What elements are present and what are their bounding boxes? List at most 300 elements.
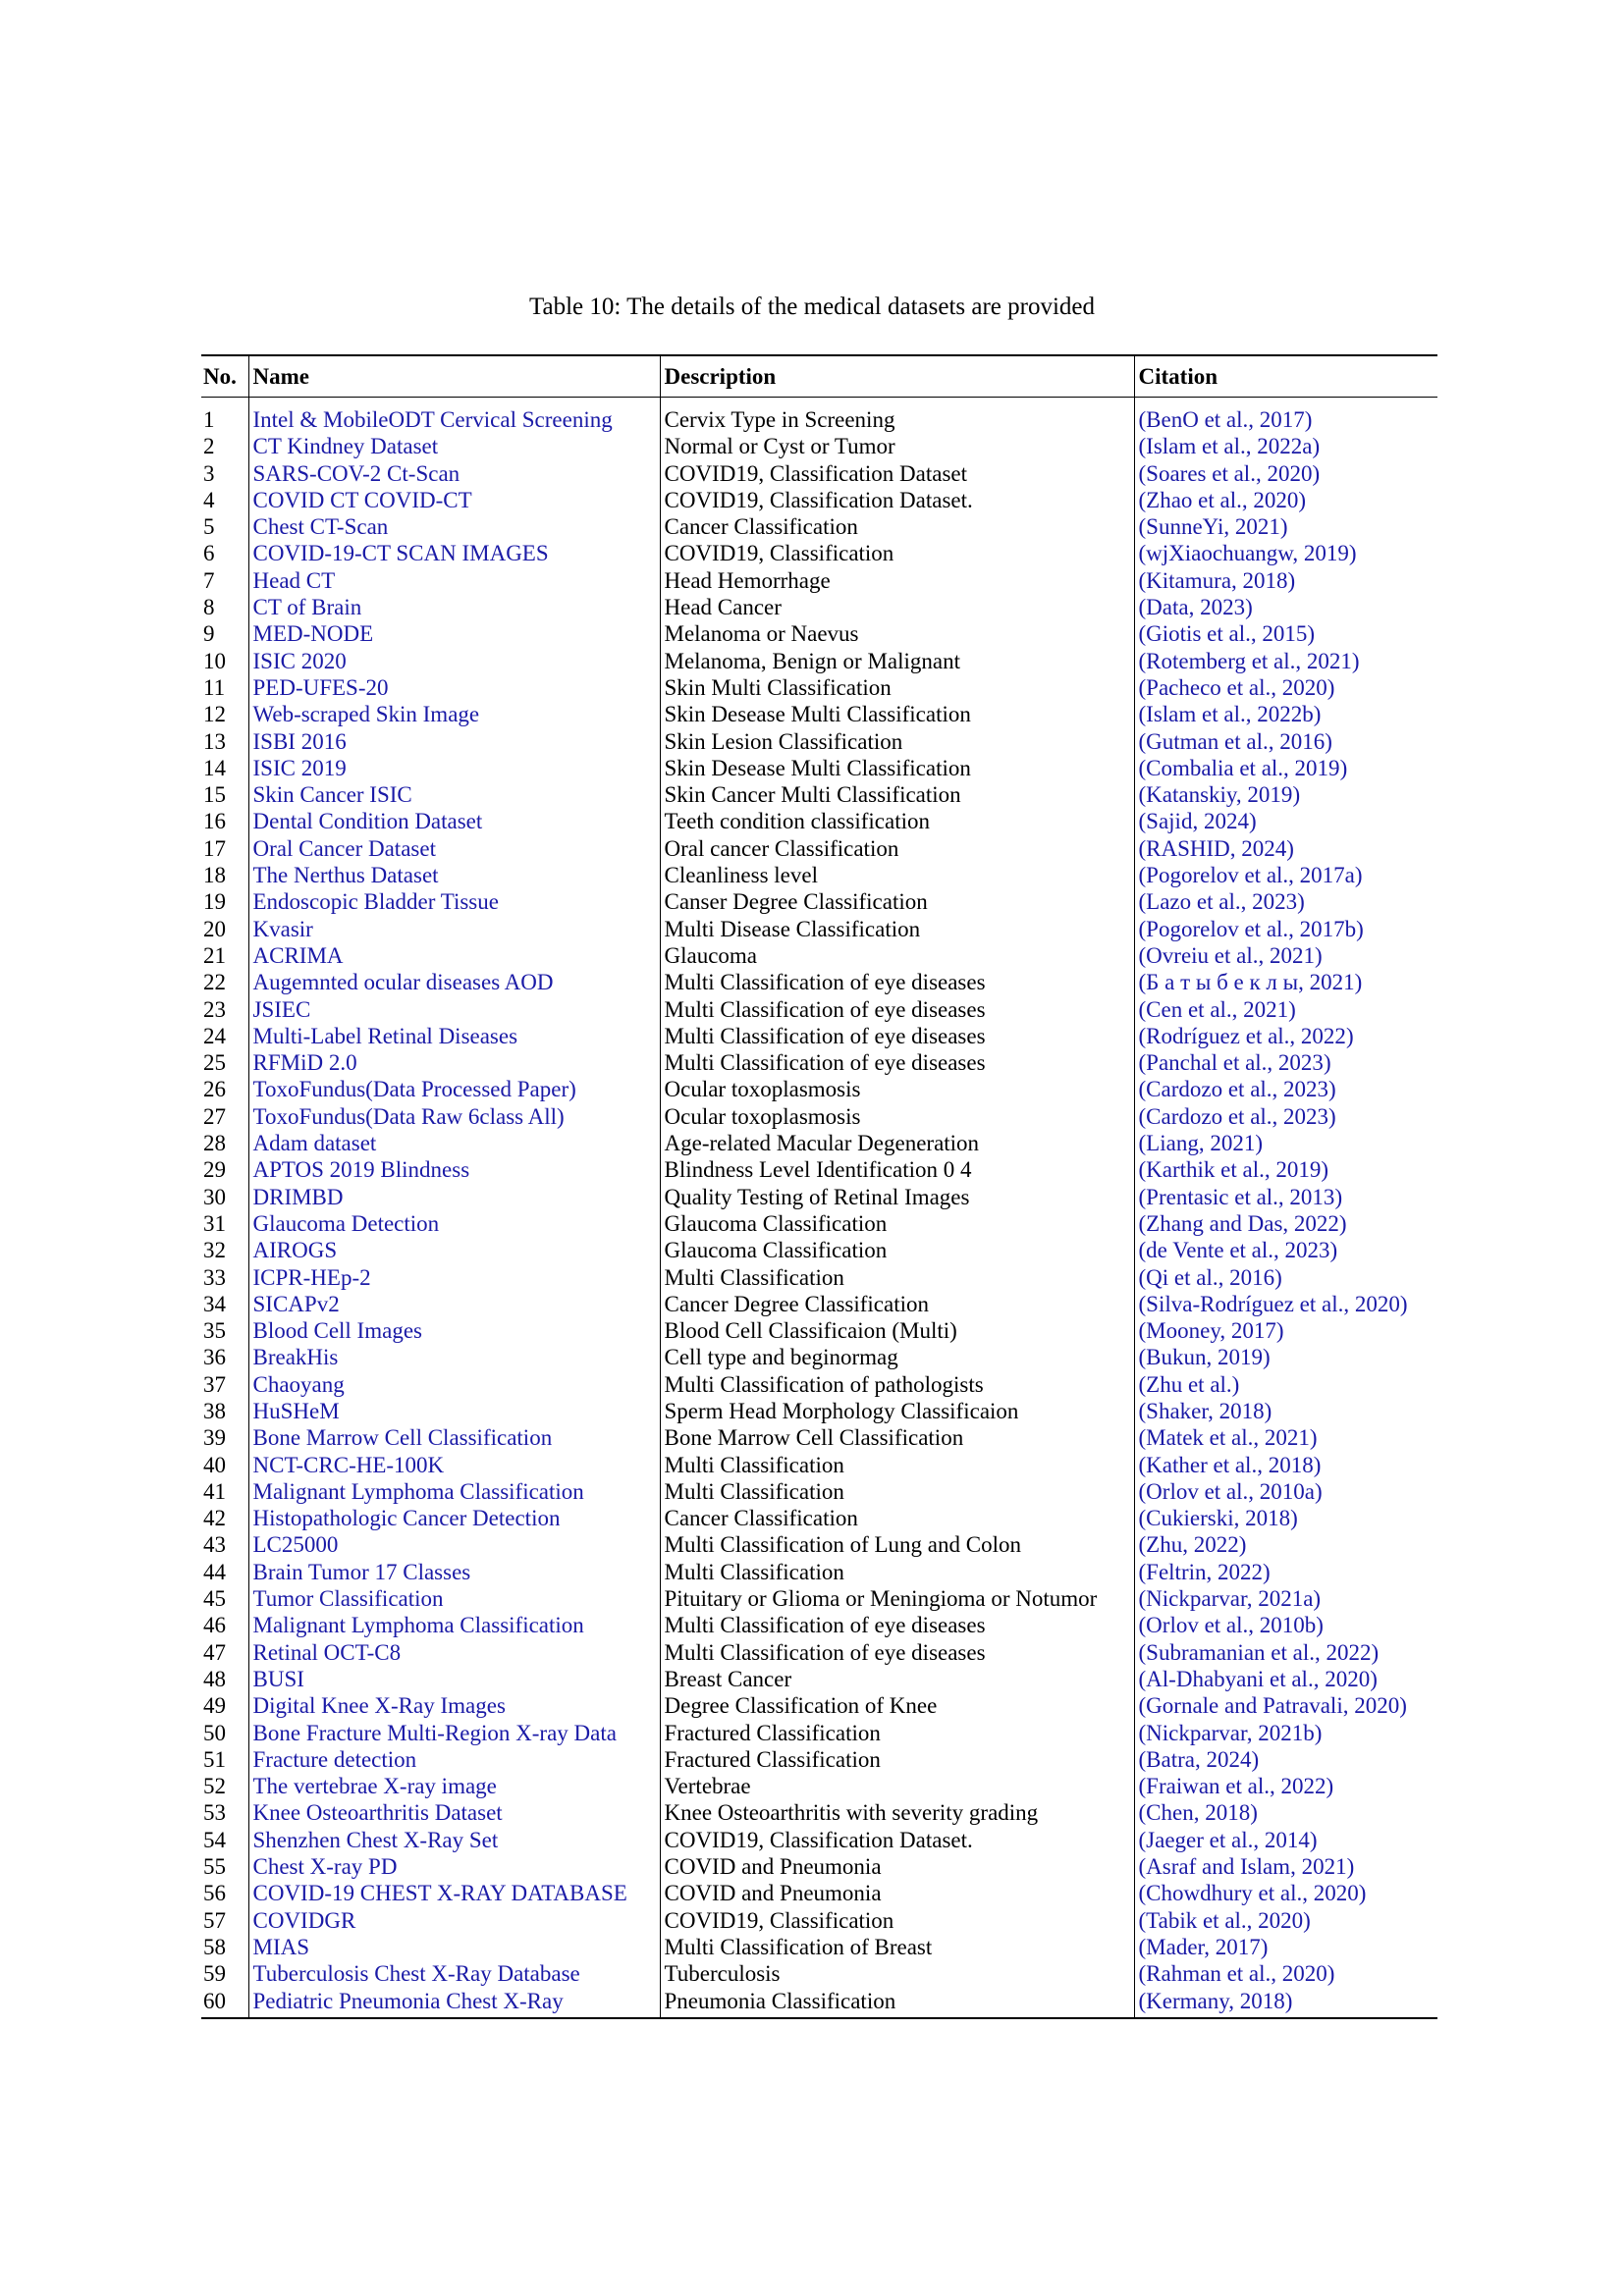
dataset-citation-cell: (Chowdhury et al., 2020): [1134, 1880, 1437, 1906]
citation-link[interactable]: Cen et al., 2021: [1146, 996, 1289, 1022]
citation-link[interactable]: Zhu, 2022: [1146, 1532, 1239, 1558]
dataset-name-link[interactable]: SICAPv2: [252, 1291, 340, 1316]
dataset-name-cell: [248, 1853, 660, 1880]
dataset-description: Cleanliness level: [660, 862, 1134, 888]
row-number: 34: [203, 1291, 226, 1316]
table-row: [201, 1156, 1437, 1183]
row-number: 44: [203, 1559, 226, 1584]
dataset-citation-cell: (Islam et al., 2022b): [1134, 701, 1437, 727]
dataset-citation-cell: (Ovreiu et al., 2021): [1134, 942, 1437, 969]
citation-link[interactable]: Chen, 2018: [1146, 1800, 1251, 1826]
table-row: [201, 1130, 1437, 1156]
table-row: [201, 862, 1437, 888]
dataset-name-link[interactable]: Intel & MobileODT Cervical Screening: [252, 407, 613, 432]
dataset-name-cell: [248, 969, 660, 995]
dataset-name-cell: [248, 835, 660, 862]
citation-link[interactable]: Ovreiu et al., 2021: [1146, 942, 1315, 968]
dataset-name-cell: [248, 567, 660, 594]
dataset-description: Melanoma, Benign or Malignant: [660, 648, 1134, 674]
row-number: 12: [203, 702, 226, 727]
dataset-name-link[interactable]: The vertebrae X-ray image: [252, 1774, 497, 1799]
citation-link[interactable]: Bukun, 2019: [1146, 1345, 1264, 1370]
citation-link[interactable]: de Vente et al., 2023: [1146, 1238, 1330, 1263]
dataset-description: COVID19, Classification Dataset: [660, 460, 1134, 487]
dataset-description: Cervix Type in Screening: [660, 398, 1134, 434]
dataset-name-link[interactable]: LC25000: [252, 1532, 339, 1558]
row-number: 19: [203, 889, 226, 915]
table-row: [201, 1988, 1437, 2018]
dataset-description: Multi Classification: [660, 1478, 1134, 1505]
table-row: [201, 1720, 1437, 1746]
dataset-citation-cell: (Gutman et al., 2016): [1134, 728, 1437, 755]
table-row: [201, 701, 1437, 727]
table-row: [201, 888, 1437, 915]
dataset-name-link[interactable]: Chest CT-Scan: [252, 514, 389, 540]
table-row: [201, 1880, 1437, 1906]
dataset-name-link[interactable]: ISIC 2020: [252, 648, 347, 673]
dataset-citation-cell: (Mader, 2017): [1134, 1934, 1437, 1960]
dataset-name-cell: [248, 862, 660, 888]
dataset-name-cell: [248, 1720, 660, 1746]
dataset-citation-cell: (Rahman et al., 2020): [1134, 1960, 1437, 1987]
dataset-name-link[interactable]: COVID-19-CT SCAN IMAGES: [252, 541, 549, 566]
dataset-name-cell: [248, 1452, 660, 1478]
dataset-description: Degree Classification of Knee: [660, 1692, 1134, 1719]
citation-link[interactable]: Zhao et al., 2020: [1146, 487, 1299, 512]
row-number: 25: [203, 1050, 226, 1076]
table-row: [201, 648, 1437, 674]
dataset-name-link[interactable]: Tumor Classification: [252, 1586, 444, 1612]
dataset-description: Multi Classification of Lung and Colon: [660, 1531, 1134, 1558]
dataset-name-link[interactable]: Brain Tumor 17 Classes: [252, 1559, 471, 1584]
dataset-name-cell: [248, 1639, 660, 1666]
dataset-name-cell: [248, 1210, 660, 1237]
row-number: 15: [203, 782, 226, 808]
citation-link[interactable]: BenO et al., 2017: [1146, 407, 1305, 432]
dataset-description: Skin Desease Multi Classification: [660, 701, 1134, 727]
citation-link[interactable]: Islam et al., 2022b: [1146, 702, 1314, 727]
dataset-citation-cell: (Liang, 2021): [1134, 1130, 1437, 1156]
table-row: [201, 1264, 1437, 1291]
citation-link[interactable]: Lazo et al., 2023: [1146, 889, 1298, 915]
dataset-name-link[interactable]: Head CT: [252, 567, 336, 593]
row-number: 17: [203, 835, 226, 861]
dataset-name-link[interactable]: Fracture detection: [252, 1746, 417, 1772]
citation-link[interactable]: Jaeger et al., 2014: [1146, 1827, 1310, 1852]
dataset-name-link[interactable]: Shenzhen Chest X-Ray Set: [252, 1827, 499, 1852]
table-row: [201, 728, 1437, 755]
citation-link[interactable]: Rahman et al., 2020: [1146, 1961, 1327, 1987]
row-number: 33: [203, 1264, 226, 1290]
dataset-name-cell: [248, 1692, 660, 1719]
table-row: [201, 942, 1437, 969]
citation-link[interactable]: Batra, 2024: [1146, 1746, 1252, 1772]
dataset-citation-cell: (Chen, 2018): [1134, 1799, 1437, 1826]
dataset-description: Multi Classification of pathologists: [660, 1371, 1134, 1398]
citation-link[interactable]: Matek et al., 2021: [1146, 1425, 1310, 1451]
row-number: 50: [203, 1720, 226, 1745]
citation-link[interactable]: SunneYi, 2021: [1146, 514, 1280, 540]
table-row: [201, 1666, 1437, 1692]
dataset-citation-cell: (wjXiaochuangw, 2019): [1134, 540, 1437, 566]
citation-link[interactable]: Cardozo et al., 2023: [1146, 1077, 1329, 1102]
row-number: 27: [203, 1103, 226, 1129]
dataset-name-link[interactable]: Histopathologic Cancer Detection: [252, 1506, 561, 1531]
dataset-name-link[interactable]: Adam dataset: [252, 1131, 377, 1156]
dataset-name-link[interactable]: COVIDGR: [252, 1907, 356, 1933]
dataset-name-link[interactable]: CT of Brain: [252, 595, 362, 620]
row-number: 29: [203, 1157, 226, 1183]
dataset-citation-cell: (RASHID, 2024): [1134, 835, 1437, 862]
dataset-name-link[interactable]: Digital Knee X-Ray Images: [252, 1693, 506, 1719]
dataset-name-link[interactable]: SARS-COV-2 Ct-Scan: [252, 460, 460, 486]
row-number: 3: [203, 460, 215, 486]
table-row: [201, 1076, 1437, 1102]
row-number: 54: [203, 1827, 226, 1852]
dataset-name-link[interactable]: Chaoyang: [252, 1371, 345, 1397]
row-number: 59: [203, 1961, 226, 1987]
dataset-name-link[interactable]: RFMiD 2.0: [252, 1050, 357, 1076]
dataset-name-link[interactable]: ToxoFundus(Data Processed Paper): [252, 1077, 576, 1102]
dataset-description: Multi Classification of eye diseases: [660, 1639, 1134, 1666]
dataset-name-link[interactable]: ISIC 2019: [252, 755, 347, 780]
citation-link[interactable]: wjXiaochuangw, 2019: [1146, 541, 1349, 566]
dataset-name-link[interactable]: ToxoFundus(Data Raw 6class All): [252, 1103, 565, 1129]
row-number: 2: [203, 434, 215, 459]
dataset-name-cell: [248, 1799, 660, 1826]
dataset-name-link[interactable]: HuSHeM: [252, 1398, 340, 1423]
citation-link[interactable]: Zhang and Das, 2022: [1146, 1210, 1339, 1236]
citation-link[interactable]: Nickparvar, 2021b: [1146, 1720, 1315, 1745]
dataset-description: Ocular toxoplasmosis: [660, 1076, 1134, 1102]
citation-link[interactable]: Orlov et al., 2010a: [1146, 1478, 1315, 1504]
citation-link[interactable]: Prentasic et al., 2013: [1146, 1184, 1335, 1209]
citation-link[interactable]: Karthik et al., 2019: [1146, 1157, 1322, 1183]
dataset-citation-cell: (Orlov et al., 2010b): [1134, 1612, 1437, 1638]
dataset-name-link[interactable]: ICPR-HEp-2: [252, 1264, 371, 1290]
citation-link[interactable]: Gornale and Patravali, 2020: [1146, 1693, 1400, 1719]
citation-link[interactable]: Gutman et al., 2016: [1146, 728, 1326, 754]
dataset-citation-cell: (Batra, 2024): [1134, 1746, 1437, 1773]
dataset-name-link[interactable]: COVID-19 CHEST X-RAY DATABASE: [252, 1881, 627, 1906]
table-row: [201, 1344, 1437, 1370]
citation-link[interactable]: RASHID, 2024: [1146, 835, 1287, 861]
dataset-name-link[interactable]: MED-NODE: [252, 621, 374, 647]
row-number: 6: [203, 541, 215, 566]
dataset-citation-cell: (Cen et al., 2021): [1134, 996, 1437, 1023]
citation-link[interactable]: Zhu et al.: [1146, 1371, 1232, 1397]
dataset-citation-cell: (Karthik et al., 2019): [1134, 1156, 1437, 1183]
dataset-citation-cell: (de Vente et al., 2023): [1134, 1237, 1437, 1263]
citation-link[interactable]: Data, 2023: [1146, 595, 1246, 620]
citation-link[interactable]: Orlov et al., 2010b: [1146, 1613, 1317, 1638]
citation-link[interactable]: Asraf and Islam, 2021: [1146, 1854, 1347, 1880]
table-row: [201, 433, 1437, 459]
citation-link[interactable]: Silva-Rodríguez et al., 2020: [1146, 1291, 1400, 1316]
citation-link[interactable]: Mader, 2017: [1146, 1934, 1261, 1959]
dataset-description: COVID19, Classification: [660, 540, 1134, 566]
dataset-citation-cell: (Jaeger et al., 2014): [1134, 1827, 1437, 1853]
citation-link[interactable]: Nickparvar, 2021a: [1146, 1586, 1314, 1612]
table-row: [201, 1317, 1437, 1344]
citation-link[interactable]: Sajid, 2024: [1146, 809, 1249, 834]
dataset-description: Cell type and beginormag: [660, 1344, 1134, 1370]
dataset-name-cell: [248, 648, 660, 674]
citation-link[interactable]: Giotis et al., 2015: [1146, 621, 1308, 647]
dataset-citation-cell: (Cardozo et al., 2023): [1134, 1103, 1437, 1130]
dataset-name-cell: [248, 1264, 660, 1291]
dataset-name-cell: [248, 1559, 660, 1585]
dataset-description: Breast Cancer: [660, 1666, 1134, 1692]
dataset-name-cell: [248, 1773, 660, 1799]
dataset-citation-cell: (Data, 2023): [1134, 594, 1437, 620]
dataset-description: Vertebrae: [660, 1773, 1134, 1799]
row-number: 28: [203, 1131, 226, 1156]
dataset-name-link[interactable]: Retinal OCT-C8: [252, 1639, 402, 1665]
citation-link[interactable]: Liang, 2021: [1146, 1131, 1256, 1156]
citation-link[interactable]: Soares et al., 2020: [1146, 460, 1313, 486]
table-row: [201, 808, 1437, 834]
dataset-name-link[interactable]: Bone Marrow Cell Classification: [252, 1425, 553, 1451]
dataset-name-cell: [248, 1505, 660, 1531]
citation-link[interactable]: Pogorelov et al., 2017b: [1146, 916, 1357, 941]
citation-link[interactable]: Cardozo et al., 2023: [1146, 1103, 1329, 1129]
dataset-citation-cell: (Pacheco et al., 2020): [1134, 674, 1437, 701]
row-number: 23: [203, 996, 226, 1022]
dataset-name-cell: [248, 1907, 660, 1934]
row-number: 30: [203, 1184, 226, 1209]
citation-link[interactable]: Kitamura, 2018: [1146, 567, 1288, 593]
dataset-description: Head Hemorrhage: [660, 567, 1134, 594]
table-row: [201, 1934, 1437, 1960]
dataset-name-link[interactable]: The Nerthus Dataset: [252, 863, 439, 888]
dataset-citation-cell: (Mooney, 2017): [1134, 1317, 1437, 1344]
dataset-description: Skin Multi Classification: [660, 674, 1134, 701]
citation-link[interactable]: Fraiwan et al., 2022: [1146, 1774, 1326, 1799]
dataset-name-link[interactable]: Oral Cancer Dataset: [252, 835, 436, 861]
table-header-row: [201, 355, 1437, 398]
dataset-name-link[interactable]: Bone Fracture Multi-Region X-ray Data: [252, 1720, 617, 1745]
dataset-description: Multi Classification of eye diseases: [660, 969, 1134, 995]
dataset-name-link[interactable]: Knee Osteoarthritis Dataset: [252, 1800, 503, 1826]
row-number: 21: [203, 942, 226, 968]
citation-link[interactable]: Mooney, 2017: [1146, 1318, 1276, 1344]
dataset-name-cell: [248, 916, 660, 942]
dataset-name-cell: [248, 433, 660, 459]
row-number: 52: [203, 1774, 226, 1799]
dataset-name-link[interactable]: Dental Condition Dataset: [252, 809, 483, 834]
table-row: [201, 996, 1437, 1023]
row-number: 7: [203, 567, 215, 593]
citation-link[interactable]: Cukierski, 2018: [1146, 1506, 1291, 1531]
dataset-name-link[interactable]: Pediatric Pneumonia Chest X-Ray: [252, 1988, 564, 2013]
table-row: [201, 1531, 1437, 1558]
citation-link[interactable]: Shaker, 2018: [1146, 1398, 1265, 1423]
dataset-name-link[interactable]: DRIMBD: [252, 1184, 344, 1209]
citation-link[interactable]: Kermany, 2018: [1146, 1988, 1285, 2013]
table-row: [201, 674, 1437, 701]
dataset-citation-cell: (BenO et al., 2017): [1134, 398, 1437, 434]
dataset-citation-cell: (Soares et al., 2020): [1134, 460, 1437, 487]
row-number: 56: [203, 1881, 226, 1906]
dataset-name-link[interactable]: CT Kindney Dataset: [252, 434, 439, 459]
table-row: [201, 487, 1437, 513]
dataset-name-link[interactable]: NCT-CRC-HE-100K: [252, 1452, 445, 1477]
dataset-name-cell: [248, 1478, 660, 1505]
citation-link[interactable]: Katanskiy, 2019: [1146, 782, 1293, 808]
citation-link[interactable]: Pacheco et al., 2020: [1146, 674, 1327, 700]
table-row: [201, 567, 1437, 594]
citation-link[interactable]: Al-Dhabyani et al., 2020: [1146, 1666, 1371, 1691]
dataset-name-link[interactable]: COVID CT COVID-CT: [252, 487, 472, 512]
dataset-citation-cell: (Cardozo et al., 2023): [1134, 1076, 1437, 1102]
table-row: [201, 1505, 1437, 1531]
dataset-description: Multi Classification of Breast: [660, 1934, 1134, 1960]
dataset-description: Multi Classification of eye diseases: [660, 1612, 1134, 1638]
dataset-name-link[interactable]: Augemnted ocular diseases AOD: [252, 970, 554, 995]
dataset-name-cell: [248, 1988, 660, 2018]
dataset-description: Multi Classification of eye diseases: [660, 1023, 1134, 1049]
dataset-description: Ocular toxoplasmosis: [660, 1103, 1134, 1130]
dataset-description: COVID19, Classification Dataset.: [660, 1827, 1134, 1853]
citation-link[interactable]: Rodríguez et al., 2022: [1146, 1023, 1346, 1048]
row-number: 35: [203, 1318, 226, 1344]
citation-link[interactable]: Chowdhury et al., 2020: [1146, 1881, 1359, 1906]
dataset-description: Cancer Classification: [660, 1505, 1134, 1531]
row-number: 38: [203, 1398, 226, 1423]
dataset-name-cell: [248, 540, 660, 566]
dataset-name-link[interactable]: Endoscopic Bladder Tissue: [252, 889, 499, 915]
dataset-name-cell: [248, 1291, 660, 1317]
dataset-citation-cell: (Islam et al., 2022a): [1134, 433, 1437, 459]
dataset-citation-cell: (Kather et al., 2018): [1134, 1452, 1437, 1478]
table-row: [201, 1103, 1437, 1130]
dataset-citation-cell: (Katanskiy, 2019): [1134, 781, 1437, 808]
dataset-name-link[interactable]: Web-scraped Skin Image: [252, 702, 480, 727]
dataset-name-cell: [248, 398, 660, 434]
citation-link[interactable]: Panchal et al., 2023: [1146, 1050, 1324, 1076]
dataset-description: Pneumonia Classification: [660, 1988, 1134, 2018]
dataset-name-link[interactable]: Skin Cancer ISIC: [252, 782, 412, 808]
dataset-name-cell: [248, 1960, 660, 1987]
dataset-name-link[interactable]: JSIEC: [252, 996, 311, 1022]
citation-link[interactable]: Pogorelov et al., 2017a: [1146, 863, 1355, 888]
dataset-citation-cell: (Kitamura, 2018): [1134, 567, 1437, 594]
citation-link[interactable]: Б а т ы б е к л ы, 2021: [1146, 970, 1355, 995]
dataset-description: Teeth condition classification: [660, 808, 1134, 834]
row-number: 58: [203, 1934, 226, 1959]
dataset-description: Multi Disease Classification: [660, 916, 1134, 942]
row-number: 24: [203, 1023, 226, 1048]
dataset-description: COVID19, Classification: [660, 1907, 1134, 1934]
dataset-name-link[interactable]: Chest X-ray PD: [252, 1854, 398, 1880]
dataset-name-cell: [248, 1612, 660, 1638]
row-number: 18: [203, 863, 226, 888]
dataset-description: Multi Classification of eye diseases: [660, 1049, 1134, 1076]
dataset-citation-cell: (Tabik et al., 2020): [1134, 1907, 1437, 1934]
dataset-name-cell: [248, 594, 660, 620]
row-number: 51: [203, 1746, 226, 1772]
dataset-description: Multi Classification: [660, 1559, 1134, 1585]
dataset-name-cell: [248, 1666, 660, 1692]
row-number: 55: [203, 1854, 226, 1880]
dataset-name-link[interactable]: Blood Cell Images: [252, 1318, 422, 1344]
dataset-name-link[interactable]: Kvasir: [252, 916, 313, 941]
row-number: 49: [203, 1693, 226, 1719]
citation-link[interactable]: Kather et al., 2018: [1146, 1452, 1314, 1477]
dataset-citation-cell: (Subramanian et al., 2022): [1134, 1639, 1437, 1666]
dataset-name-cell: [248, 487, 660, 513]
dataset-citation-cell: (Nickparvar, 2021a): [1134, 1585, 1437, 1612]
table-row: [201, 1773, 1437, 1799]
table-row: [201, 1907, 1437, 1934]
dataset-name-link[interactable]: PED-UFES-20: [252, 674, 389, 700]
dataset-name-link[interactable]: Glaucoma Detection: [252, 1210, 440, 1236]
dataset-citation-cell: (Fraiwan et al., 2022): [1134, 1773, 1437, 1799]
dataset-name-link[interactable]: Tuberculosis Chest X-Ray Database: [252, 1961, 580, 1987]
citation-link[interactable]: Islam et al., 2022a: [1146, 434, 1313, 459]
table-row: [201, 398, 1437, 434]
dataset-citation-cell: (Orlov et al., 2010a): [1134, 1478, 1437, 1505]
dataset-name-link[interactable]: Malignant Lymphoma Classification: [252, 1478, 584, 1504]
dataset-name-link[interactable]: APTOS 2019 Blindness: [252, 1157, 470, 1183]
dataset-name-link[interactable]: BUSI: [252, 1666, 304, 1691]
dataset-name-cell: [248, 942, 660, 969]
citation-link[interactable]: Rotemberg et al., 2021: [1146, 648, 1352, 673]
dataset-description: Bone Marrow Cell Classification: [660, 1424, 1134, 1451]
row-number: 36: [203, 1345, 226, 1370]
dataset-name-link[interactable]: AIROGS: [252, 1238, 338, 1263]
dataset-description: Skin Cancer Multi Classification: [660, 781, 1134, 808]
dataset-name-cell: [248, 513, 660, 540]
row-number: 48: [203, 1666, 226, 1691]
table-row: [201, 1639, 1437, 1666]
dataset-name-link[interactable]: MIAS: [252, 1934, 310, 1959]
dataset-name-link[interactable]: Malignant Lymphoma Classification: [252, 1613, 584, 1638]
table-caption: Table 10: The details of the medical datasets are provided: [528, 294, 1096, 320]
row-number: 11: [203, 674, 226, 700]
dataset-name-cell: [248, 1531, 660, 1558]
dataset-name-link[interactable]: Multi-Label Retinal Diseases: [252, 1023, 518, 1048]
dataset-citation-cell: (Qi et al., 2016): [1134, 1264, 1437, 1291]
dataset-citation-cell: (Cukierski, 2018): [1134, 1505, 1437, 1531]
row-number: 5: [203, 514, 215, 540]
dataset-description: Tuberculosis: [660, 1960, 1134, 1987]
dataset-name-cell: [248, 1076, 660, 1102]
dataset-citation-cell: (Rotemberg et al., 2021): [1134, 648, 1437, 674]
dataset-citation-cell: (Giotis et al., 2015): [1134, 620, 1437, 647]
citation-link[interactable]: Combalia et al., 2019: [1146, 755, 1340, 780]
dataset-description: Glaucoma Classification: [660, 1210, 1134, 1237]
table-row: [201, 1692, 1437, 1719]
dataset-citation-cell: (Prentasic et al., 2013): [1134, 1184, 1437, 1210]
dataset-name-link[interactable]: BreakHis: [252, 1345, 339, 1370]
dataset-name-cell: [248, 1934, 660, 1960]
citation-link[interactable]: Feltrin, 2022: [1146, 1559, 1264, 1584]
dataset-name-cell: [248, 1103, 660, 1130]
dataset-name-link[interactable]: ACRIMA: [252, 942, 344, 968]
dataset-description: Fractured Classification: [660, 1746, 1134, 1773]
row-number: 53: [203, 1800, 226, 1826]
citation-link[interactable]: Tabik et al., 2020: [1146, 1907, 1304, 1933]
citation-link[interactable]: Qi et al., 2016: [1146, 1264, 1275, 1290]
citation-link[interactable]: Subramanian et al., 2022: [1146, 1639, 1372, 1665]
dataset-description: Pituitary or Glioma or Meningioma or Notumor: [660, 1585, 1134, 1612]
table-row: [201, 916, 1437, 942]
row-number: 45: [203, 1586, 226, 1612]
dataset-name-link[interactable]: ISBI 2016: [252, 728, 347, 754]
dataset-description: Blindness Level Identification 0 4: [660, 1156, 1134, 1183]
